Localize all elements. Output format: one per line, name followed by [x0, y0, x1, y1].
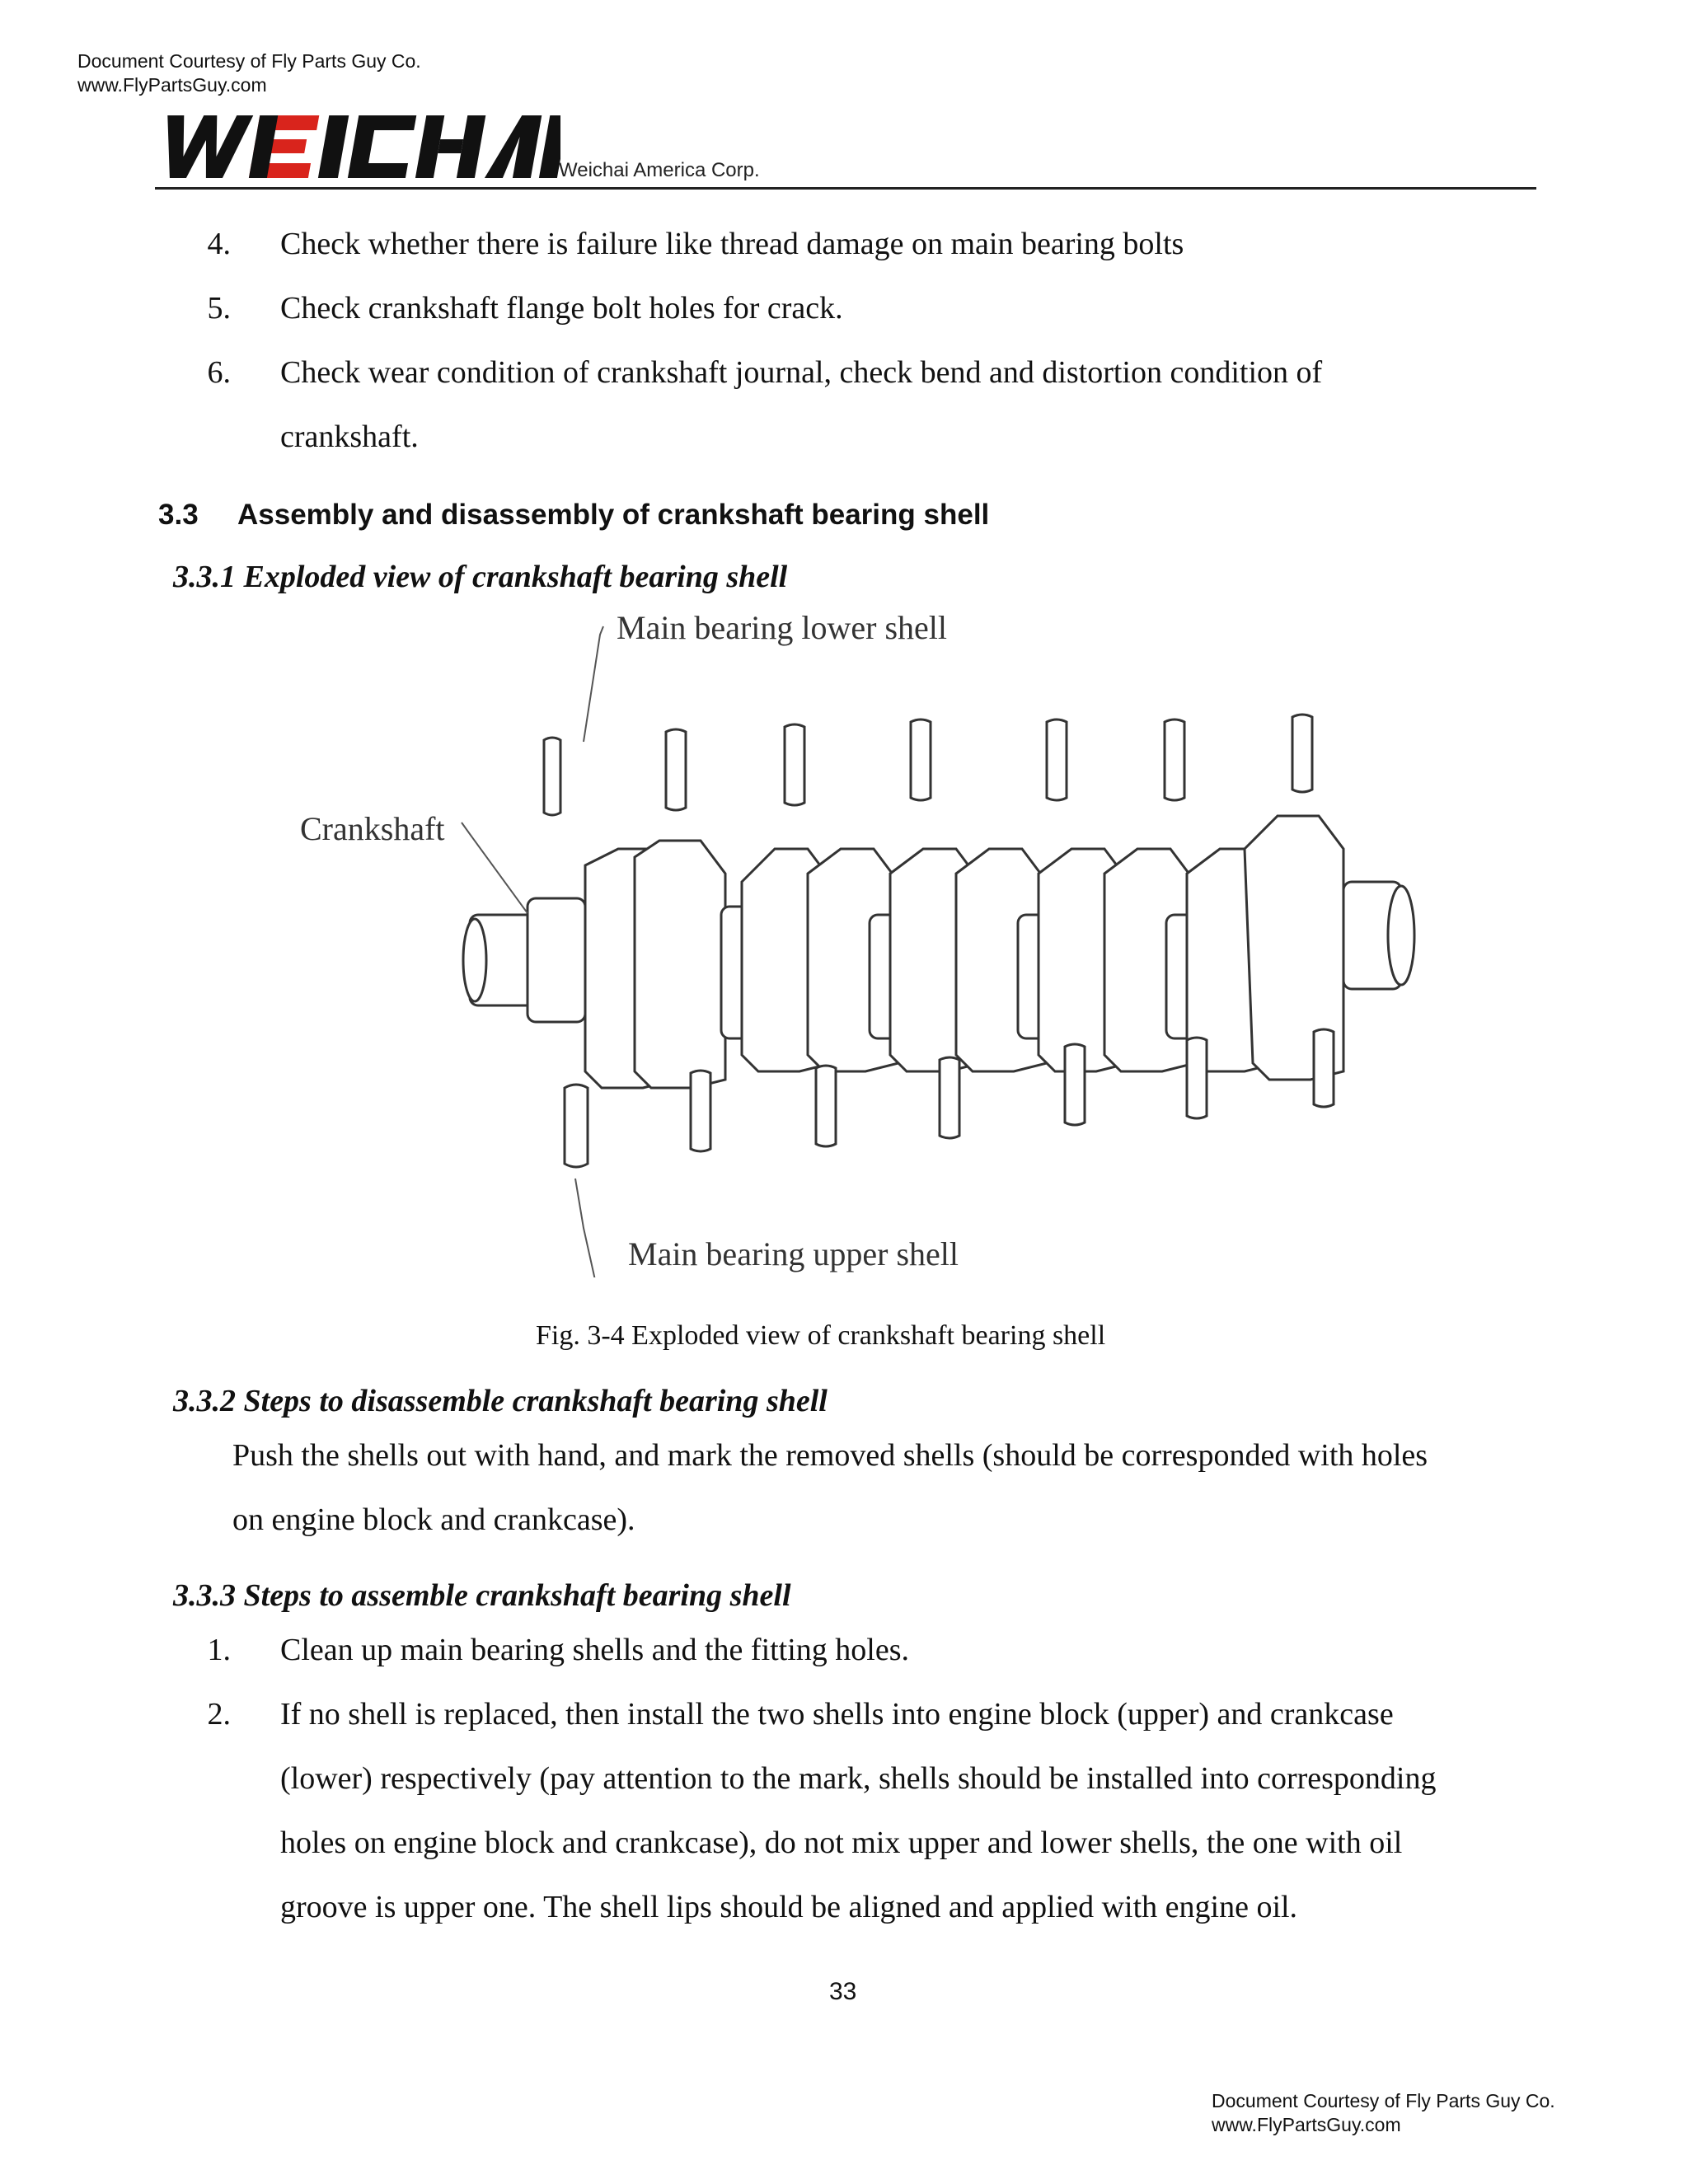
- courtesy-bottom-line2: www.FlyPartsGuy.com: [1212, 2114, 1401, 2135]
- label-crankshaft: Crankshaft: [300, 810, 445, 847]
- step-text-line3: holes on engine block and crankcase), do not mix upper and lower shells, the one with oil: [280, 1825, 1403, 1860]
- step-text-line1: If no shell is replaced, then install the two shells into engine block (upper) and crankcase: [280, 1697, 1394, 1732]
- step-text-line2: (lower) respectively (pay attention to the mark, shells should be installed into corresponding: [280, 1761, 1437, 1796]
- weichai-logo: [157, 112, 569, 181]
- step-number: 6.: [207, 355, 231, 390]
- courtesy-bottom-line1: Document Courtesy of Fly Parts Guy Co.: [1212, 2090, 1555, 2111]
- section-number: 3.3: [158, 499, 199, 531]
- disassemble-text-line1: Push the shells out with hand, and mark the removed shells (should be corresponded with holes: [232, 1438, 1428, 1473]
- step-text-line1: Check wear condition of crankshaft journal, check bend and distortion condition of: [280, 355, 1323, 390]
- courtesy-top-line1: Document Courtesy of Fly Parts Guy Co.: [77, 50, 421, 72]
- company-name: Weichai America Corp.: [559, 159, 760, 181]
- courtesy-top: [77, 49, 421, 97]
- disassemble-text-line2: on engine block and crankcase).: [232, 1502, 635, 1537]
- step-text-line2: crankshaft.: [280, 419, 419, 454]
- step-text: Check whether there is failure like thread damage on main bearing bolts: [280, 227, 1184, 261]
- label-main-bearing-lower-shell: Main bearing lower shell: [617, 609, 947, 646]
- header-rule: [155, 187, 1536, 190]
- weichai-logo-mark: [157, 112, 560, 181]
- label-main-bearing-upper-shell: Main bearing upper shell: [628, 1235, 959, 1272]
- page-number: 33: [829, 1978, 857, 2005]
- step-text-line4: groove is upper one. The shell lips should be aligned and applied with engine oil.: [280, 1890, 1298, 1924]
- lower-shells: [544, 715, 1312, 815]
- crankshaft-diagram: [280, 602, 1434, 1277]
- exploded-view-figure: [280, 602, 1434, 1277]
- figure-caption: Fig. 3-4 Exploded view of crankshaft bearing shell: [536, 1320, 1106, 1351]
- step-number: 5.: [207, 291, 231, 326]
- subsection-3-3-3-title: 3.3.3 Steps to assemble crankshaft bearing shell: [173, 1578, 791, 1613]
- subsection-3-3-2-title: 3.3.2 Steps to disassemble crankshaft bearing shell: [173, 1384, 828, 1418]
- subsection-3-3-1-title: 3.3.1 Exploded view of crankshaft bearing shell: [173, 560, 788, 594]
- step-number: 4.: [207, 227, 231, 261]
- step-text: Check crankshaft flange bolt holes for crack.: [280, 291, 843, 326]
- courtesy-top-line2: www.FlyPartsGuy.com: [77, 74, 267, 96]
- courtesy-bottom: [1212, 2089, 1555, 2137]
- section-title: Assembly and disassembly of crankshaft bearing shell: [237, 499, 990, 531]
- step-number: 1.: [207, 1633, 231, 1667]
- step-text: Clean up main bearing shells and the fitting holes.: [280, 1633, 910, 1667]
- step-number: 2.: [207, 1697, 231, 1732]
- crankshaft-body: [463, 816, 1414, 1088]
